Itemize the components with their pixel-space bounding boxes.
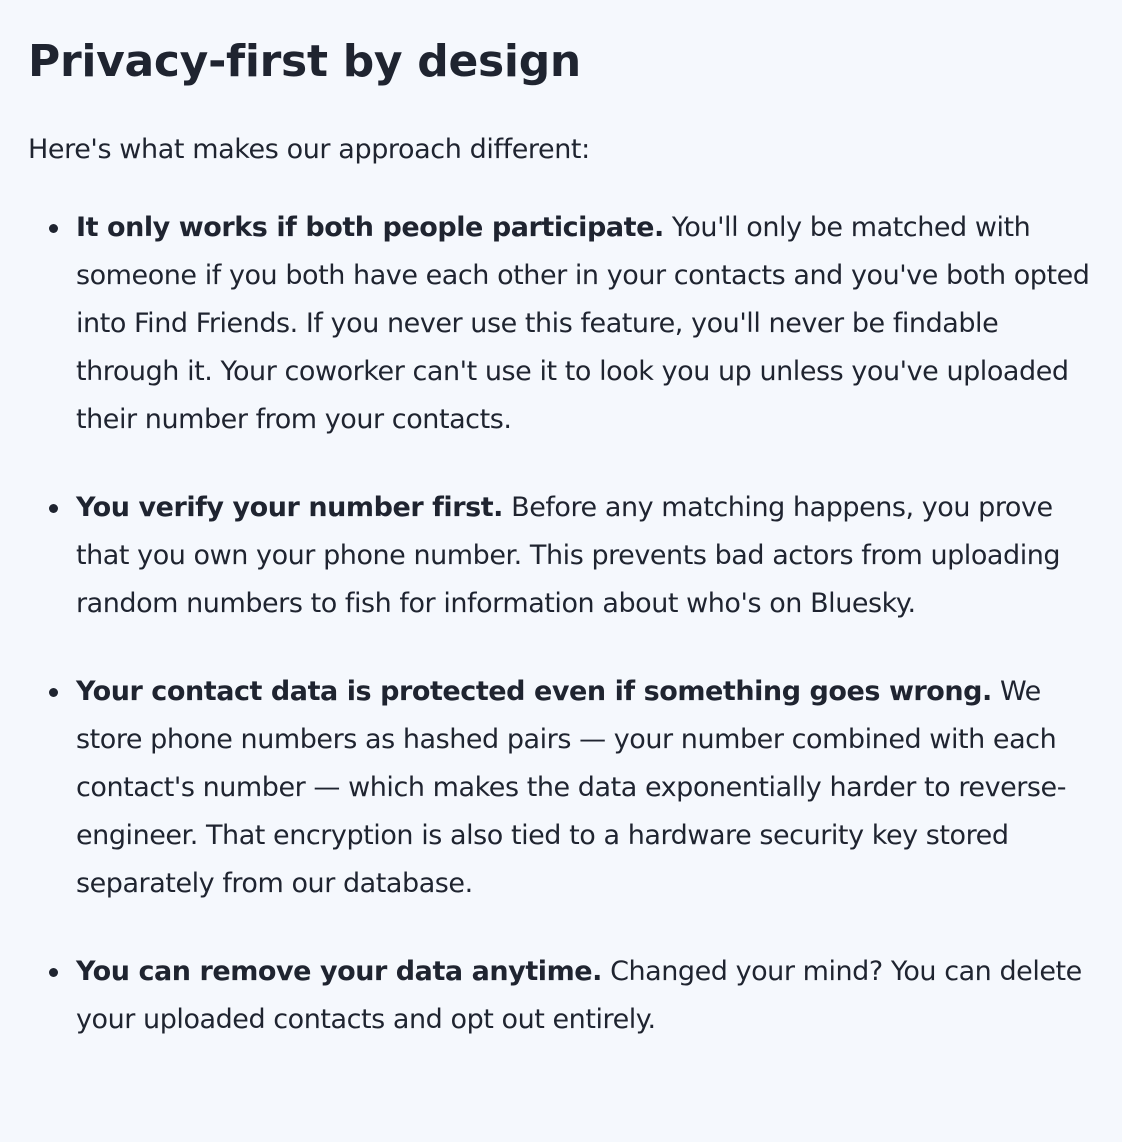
list-item — [28, 948, 1100, 1044]
intro-text: Here's what makes our approach different: — [28, 134, 590, 165]
list-item — [28, 668, 1100, 908]
point-body: We store phone numbers as hashed pairs — your number combined with each contact's number — which makes the data exponentially harder to reverse-engineer. That encryption is also tied to a hardware security key stored separately from our database. — [76, 676, 1067, 899]
point-title: Your contact data is protected even if something goes wrong. — [76, 676, 992, 707]
point-title: You can remove your data anytime. — [76, 956, 602, 987]
point-title: You verify your number first. — [76, 492, 503, 523]
page-title: Privacy-first by design — [28, 36, 581, 87]
point-body: Changed your mind? You can delete your uploaded contacts and opt out entirely. — [76, 956, 1082, 1035]
bullet-icon — [49, 504, 58, 513]
bullet-icon — [49, 224, 58, 233]
bullet-icon — [49, 968, 58, 977]
point-body: Before any matching happens, you prove that you own your phone number. This prevents bad actors from uploading random numbers to fish for information about who's on Bluesky. — [76, 492, 1061, 619]
list-item — [28, 484, 1100, 628]
point-title: It only works if both people participate. — [76, 212, 664, 243]
list-item — [28, 204, 1100, 444]
privacy-points-list — [28, 204, 1100, 1044]
bullet-icon — [49, 688, 58, 697]
point-body: You'll only be matched with someone if you both have each other in your contacts and you've both opted into Find Friends. If you never use this feature, you'll never be findable through it. Your coworker can't use it to look you up unless you've uploaded their number from your contacts. — [76, 212, 1090, 435]
